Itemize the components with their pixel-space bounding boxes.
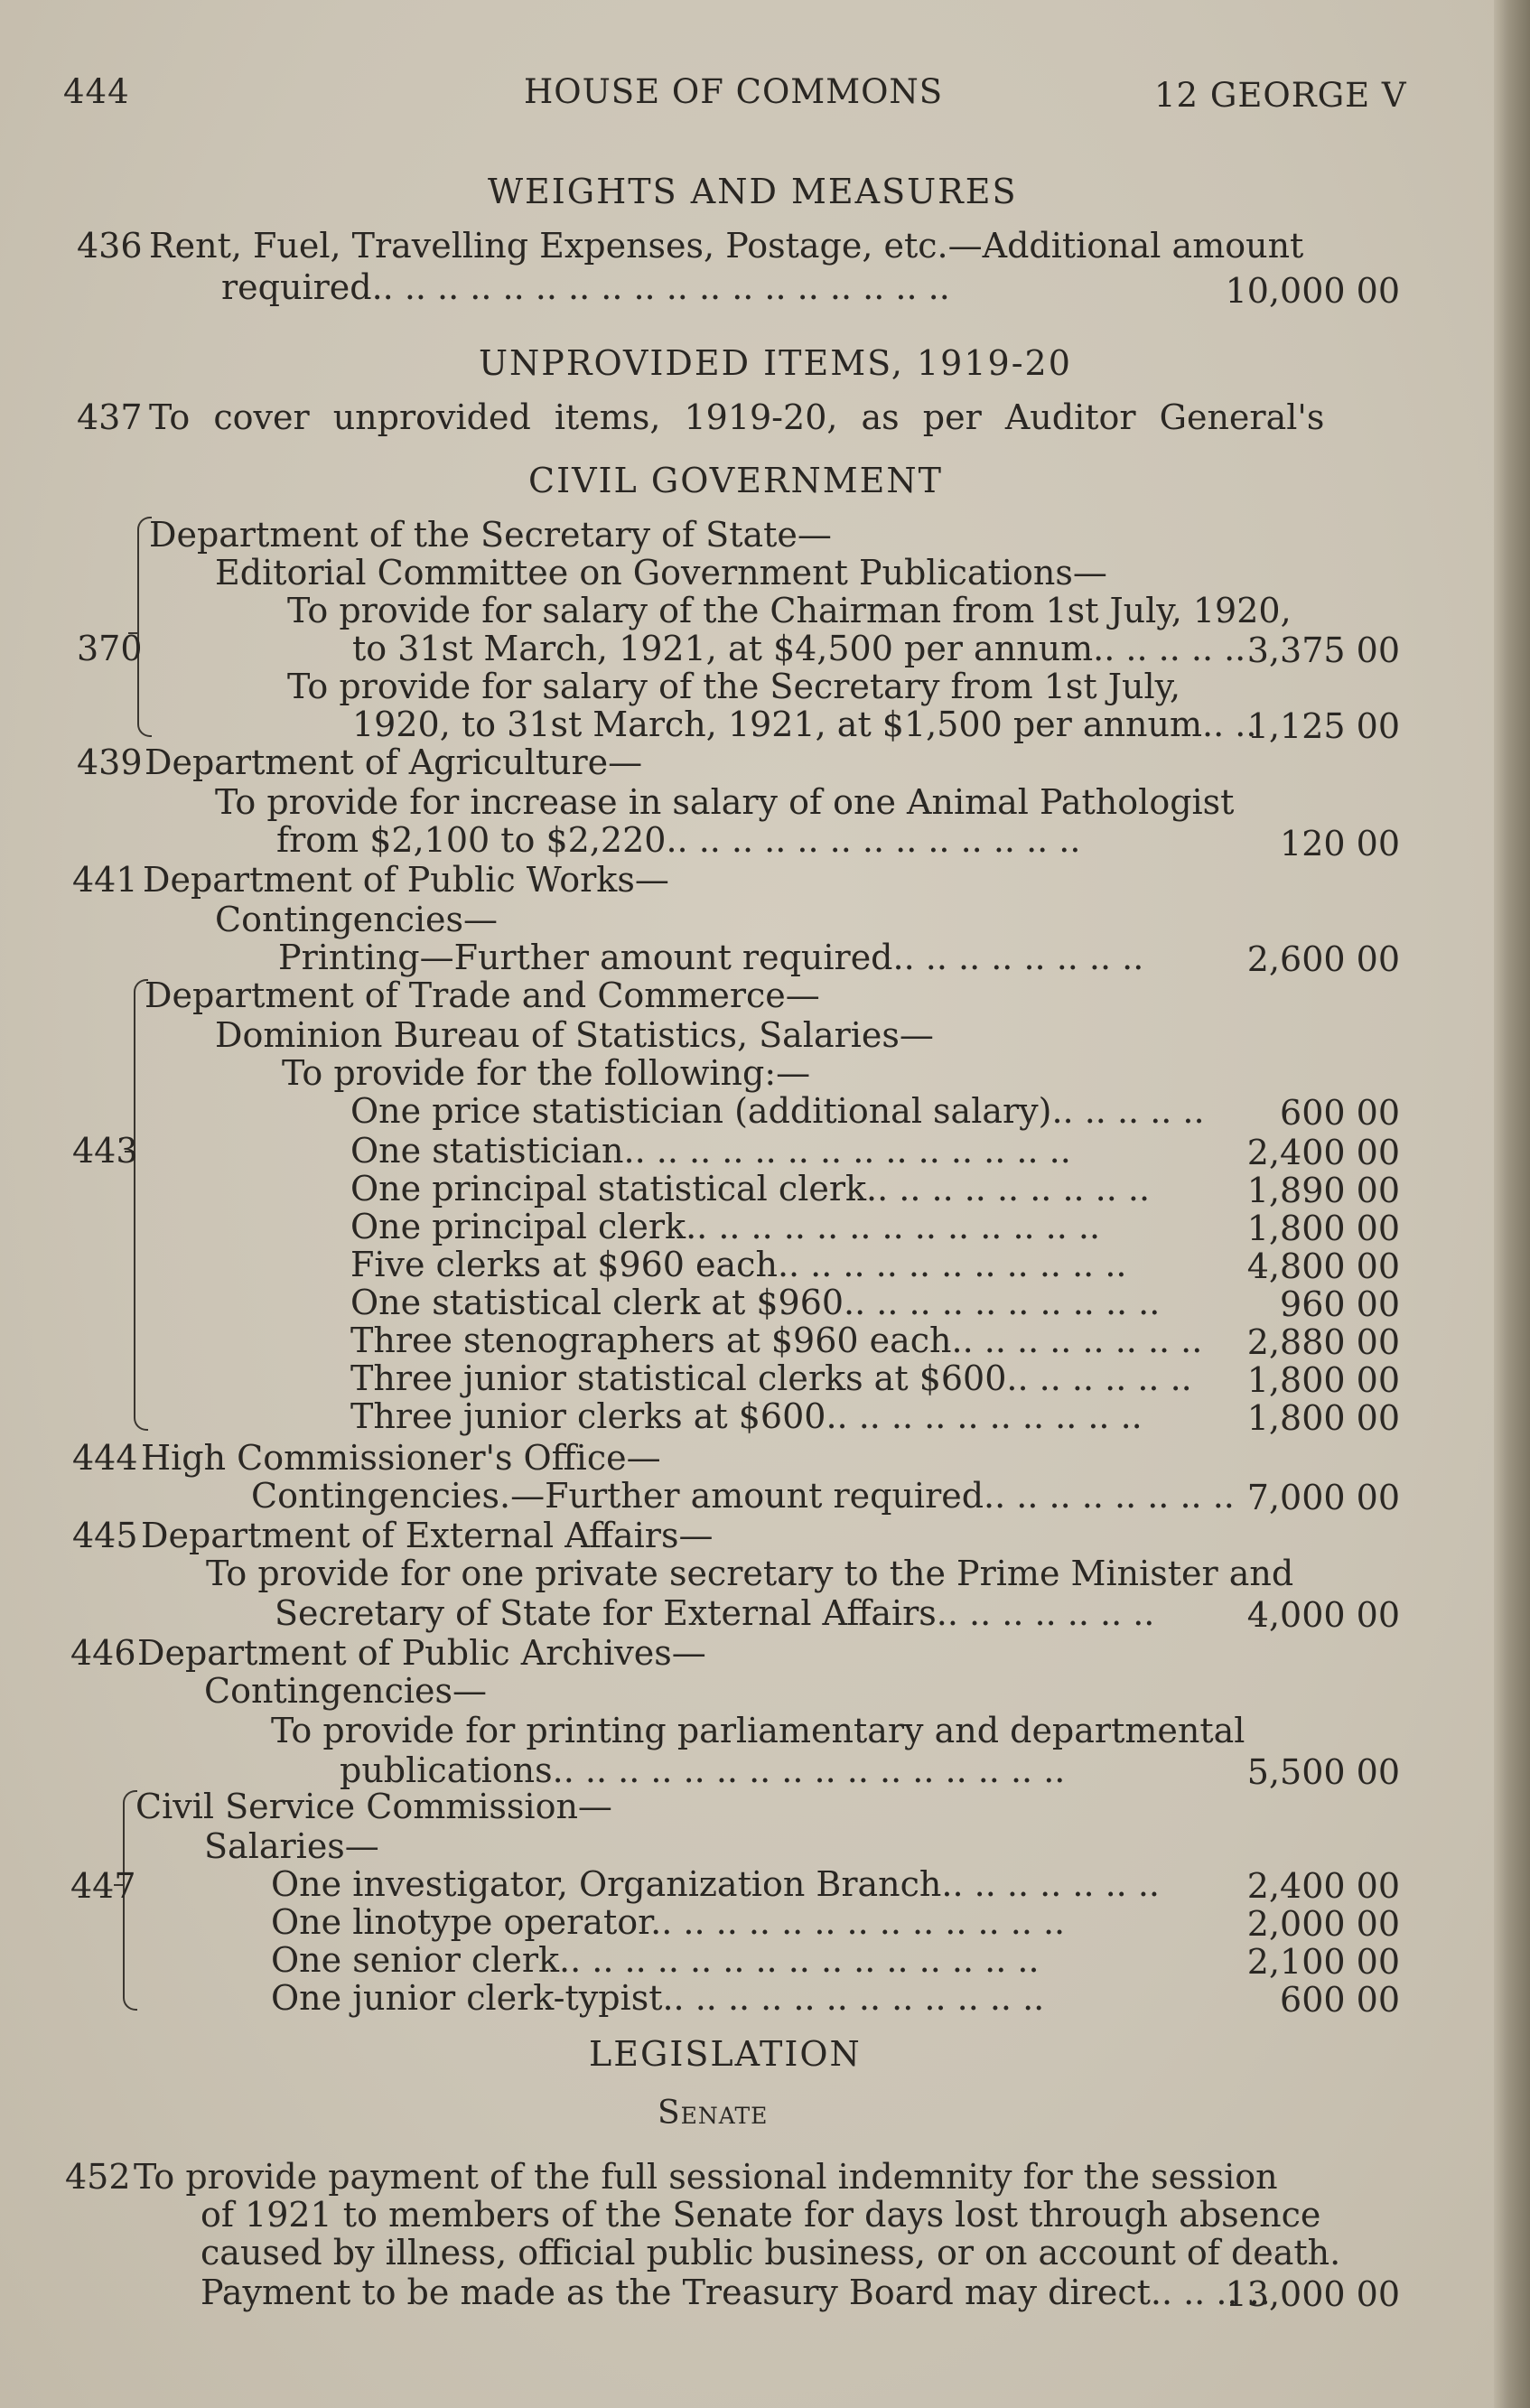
running-title: HOUSE OF COMMONS (524, 72, 944, 111)
item-text: Department of Trade and Commerce— (145, 975, 820, 1015)
item-number: 446 (70, 1633, 136, 1673)
item-amount: 1,125 00 (1246, 706, 1400, 746)
list-item-amount: 4,800 00 (1246, 1246, 1400, 1286)
item-text: required.. .. .. .. .. .. .. .. .. .. .. .. .. .. .. .. .. .. (221, 267, 950, 307)
item-text: of 1921 to members of the Senate for days lost through absence (201, 2195, 1321, 2235)
list-item-amount: 1,800 00 (1246, 1209, 1400, 1248)
item-text: Contingencies— (204, 1671, 488, 1711)
item-text: High Commissioner's Office— (141, 1438, 661, 1478)
section-heading-civil: CIVIL GOVERNMENT (528, 461, 943, 500)
item-amount: 2,600 00 (1246, 939, 1400, 979)
list-item-amount: 2,100 00 (1246, 1942, 1400, 1982)
item-text: to 31st March, 1921, at $4,500 per annum.. .. .. .. .. (352, 629, 1246, 668)
list-item: One senior clerk.. .. .. .. .. .. .. .. .. .. .. .. .. .. .. (271, 1940, 1040, 1980)
list-item-amount: 600 00 (1280, 1093, 1400, 1133)
item-text: Department of Public Works— (143, 860, 669, 900)
item-number: 441 (72, 860, 138, 900)
item-amount: 4,000 00 (1246, 1595, 1400, 1635)
item-number: 443 (72, 1131, 138, 1171)
item-text: Contingencies.—Further amount required.. .. .. .. .. .. .. .. (251, 1476, 1235, 1516)
item-text: Department of the Secretary of State— (149, 515, 832, 555)
list-item-amount: 2,400 00 (1246, 1133, 1400, 1172)
list-item: One linotype operator.. .. .. .. .. .. .. .. .. .. .. .. .. (271, 1902, 1066, 1942)
list-item: One investigator, Organization Branch.. .. .. .. .. .. .. (271, 1864, 1160, 1904)
item-text: To provide for increase in salary of one Animal Pathologist (215, 782, 1235, 822)
list-item-amount: 960 00 (1280, 1284, 1400, 1324)
list-item-amount: 1,890 00 (1246, 1171, 1400, 1210)
item-amount: 10,000 00 (1225, 271, 1400, 311)
item-text: caused by illness, official public business, or on account of death. (201, 2233, 1341, 2273)
subsection-heading-senate: Senate (658, 2095, 769, 2132)
item-number: 445 (72, 1516, 138, 1555)
item-text: publications.. .. .. .. .. .. .. .. .. .. .. .. .. .. .. .. (340, 1750, 1066, 1790)
list-item: Three junior clerks at $600.. .. .. .. .. .. .. .. .. .. (350, 1396, 1143, 1436)
list-item: One price statistician (additional salary).. .. .. .. .. (350, 1091, 1205, 1131)
item-text: Rent, Fuel, Travelling Expenses, Postage, etc.—Additional amount (149, 226, 1304, 266)
list-item-amount: 2,880 00 (1246, 1322, 1400, 1362)
list-item: One junior clerk-typist.. .. .. .. .. .. .. .. .. .. .. .. (271, 1978, 1045, 2018)
item-amount: 120 00 (1280, 824, 1400, 863)
item-text: Editorial Committee on Government Publications— (215, 553, 1107, 593)
running-session: 12 GEORGE V (1154, 76, 1407, 115)
item-text: Secretary of State for External Affairs.. .. .. .. .. .. .. (275, 1593, 1155, 1633)
item-text: Department of External Affairs— (141, 1516, 714, 1555)
item-text: Department of Public Archives— (137, 1633, 706, 1673)
item-text: To provide for salary of the Chairman from 1st July, 1920, (287, 591, 1292, 630)
item-text: from $2,100 to $2,220.. .. .. .. .. .. .. .. .. .. .. .. .. (276, 820, 1081, 860)
item-text: To provide for one private secretary to the Prime Minister and (206, 1554, 1294, 1593)
item-text: To provide for salary of the Secretary from 1st July, (287, 667, 1181, 706)
item-text: Civil Service Commission— (135, 1787, 612, 1826)
list-item: Three stenographers at $960 each.. .. .. .. .. .. .. .. (350, 1321, 1203, 1360)
item-amount: 13,000 00 (1225, 2274, 1400, 2314)
list-item: One principal clerk.. .. .. .. .. .. .. .. .. .. .. .. .. (350, 1207, 1101, 1246)
list-item: Three junior statistical clerks at $600.. .. .. .. .. .. (350, 1358, 1192, 1398)
list-item: One statistician.. .. .. .. .. .. .. .. .. .. .. .. .. .. (350, 1131, 1071, 1171)
item-number: 370 (77, 629, 143, 668)
list-item-amount: 2,000 00 (1246, 1904, 1400, 1944)
list-item: One principal statistical clerk.. .. .. .. .. .. .. .. .. (350, 1169, 1151, 1209)
item-amount: 7,000 00 (1246, 1478, 1400, 1517)
item-text: Payment to be made as the Treasury Board may direct.. .. .. .. (201, 2273, 1271, 2312)
item-number: 439 (77, 742, 143, 782)
item-text: Department of Agriculture— (145, 742, 643, 782)
brace (134, 979, 148, 1431)
section-heading-weights: WEIGHTS AND MEASURES (488, 172, 1018, 211)
item-number: 447 (70, 1866, 136, 1906)
item-number: 444 (72, 1438, 138, 1478)
item-amount: 5,500 00 (1246, 1752, 1400, 1792)
page-number: 444 (63, 72, 130, 111)
page-edge (1494, 0, 1530, 2408)
item-text: Printing—Further amount required.. .. .. .. .. .. .. .. (278, 938, 1144, 977)
item-text: To provide payment of the full sessional indemnity for the session (134, 2157, 1278, 2197)
item-number: 452 (65, 2157, 131, 2197)
list-item-amount: 600 00 (1280, 1980, 1400, 2020)
item-text: Salaries— (204, 1826, 379, 1866)
item-amount: 3,375 00 (1246, 630, 1400, 670)
section-heading-unprovided: UNPROVIDED ITEMS, 1919-20 (479, 343, 1072, 383)
section-heading-legislation: LEGISLATION (589, 2034, 862, 2074)
item-text: To provide for printing parliamentary and departmental (271, 1711, 1245, 1750)
item-text: To provide for the following:— (282, 1053, 811, 1093)
list-item-amount: 1,800 00 (1246, 1360, 1400, 1400)
item-number: 436 (77, 226, 143, 266)
item-text: Dominion Bureau of Statistics, Salaries— (215, 1015, 934, 1055)
item-text: 1920, to 31st March, 1921, at $1,500 per annum.. .. (352, 705, 1257, 744)
item-number: 437 (77, 397, 143, 437)
list-item-amount: 2,400 00 (1246, 1866, 1400, 1906)
list-item: One statistical clerk at $960.. .. .. .. .. .. .. .. .. .. (350, 1283, 1161, 1322)
list-item: Five clerks at $960 each.. .. .. .. .. .. .. .. .. .. .. (350, 1245, 1127, 1284)
list-item-amount: 1,800 00 (1246, 1398, 1400, 1438)
item-text: Contingencies— (215, 900, 499, 939)
item-text: To cover unprovided items, 1919-20, as per Auditor General's (149, 397, 1325, 437)
